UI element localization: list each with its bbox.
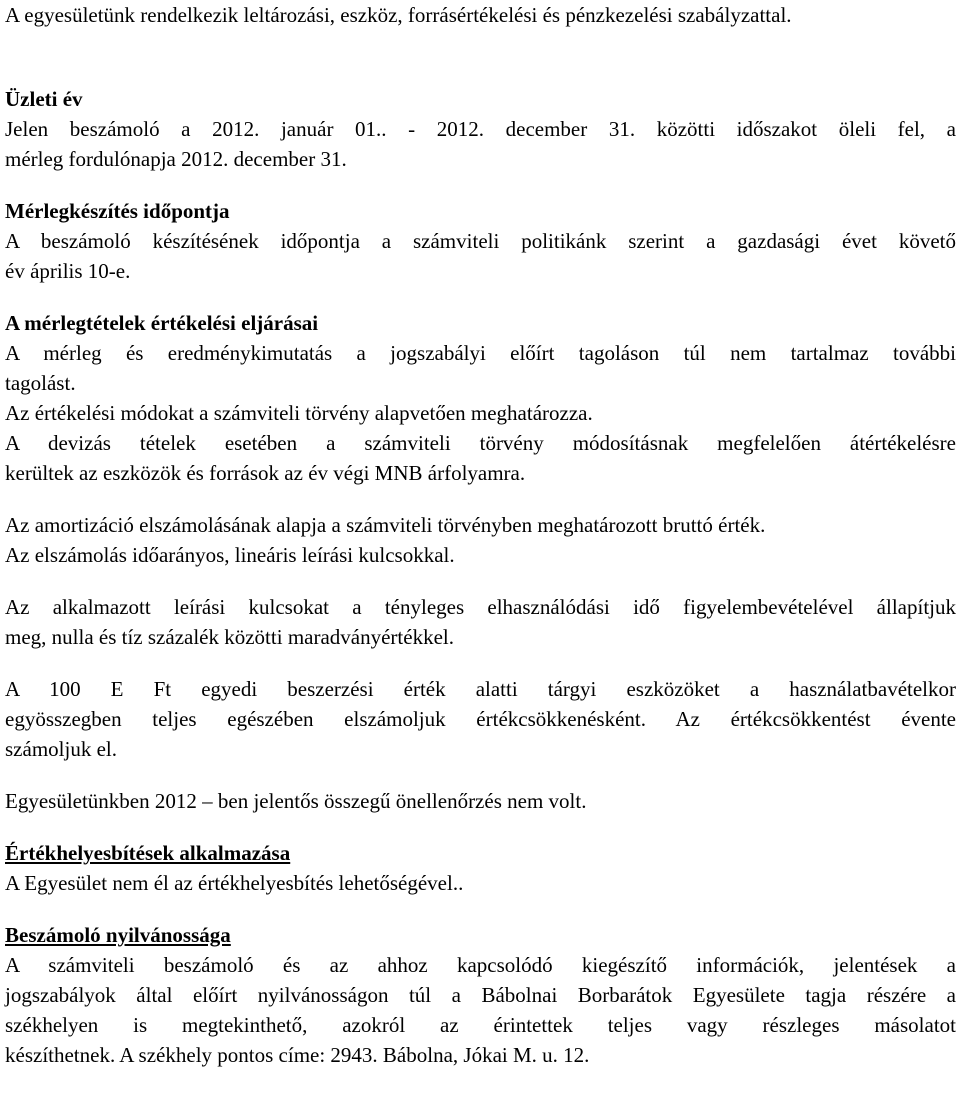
szaz-eft-line-3: számoljuk el. <box>5 737 117 761</box>
leirasi-line-1: Az alkalmazott leírási kulcsokat a tényleges elhasználódási idő figyelembevételével állapítjuk <box>5 595 956 619</box>
section-heading-ertekelesi-eljarasok: A mérlegtételek értékelési eljárásai <box>5 311 319 335</box>
section-onellenorzes <box>5 786 956 816</box>
section-heading-ertekhelyesbites: Értékhelyesbítések alkalmazása <box>5 841 291 865</box>
onellenorzes-line-1: Egyesületünkben 2012 – ben jelentős összegű önellenőrzés nem volt. <box>5 789 587 813</box>
ertekelesi-line-5: kerültek az eszközök és források az év végi MNB árfolyamra. <box>5 461 526 485</box>
section-ertekelesi-eljarasok <box>5 308 956 488</box>
section-heading-uzleti-ev: Üzleti év <box>5 87 83 111</box>
ertekhelyesbites-line-1: A Egyesület nem él az értékhelyesbítés lehetőségével.. <box>5 871 464 895</box>
merlegkeszites-line-1: A beszámoló készítésének időpontja a számviteli politikánk szerint a gazdasági évet követő <box>5 229 956 253</box>
amortizacio-line-2: Az elszámolás időarányos, lineáris leírási kulcsokkal. <box>5 543 455 567</box>
amortizacio-line-1: Az amortizáció elszámolásának alapja a számviteli törvényben meghatározott bruttó érték. <box>5 513 766 537</box>
intro-line: A egyesületünk rendelkezik leltározási, eszköz, forrásértékelési és pénzkezelési szabályzattal. <box>5 3 792 27</box>
section-heading-nyilvanossag: Beszámoló nyilvánossága <box>5 923 231 947</box>
section-uzleti-ev <box>5 84 956 174</box>
nyilvanossag-line-1: A számviteli beszámoló és az ahhoz kapcsolódó kiegészítő információk, jelentések a <box>5 953 956 977</box>
uzleti-ev-line-1: Jelen beszámoló a 2012. január 01.. - 2012. december 31. közötti időszakot öleli fel, a <box>5 117 956 141</box>
szaz-eft-line-2: egyösszegben teljes egészében elszámoljuk értékcsökkenésként. Az értékcsökkentést évente <box>5 707 956 731</box>
nyilvanossag-line-3: székhelyen is megtekinthető, azokról az érintettek teljes vagy részleges másolatot <box>5 1013 956 1037</box>
leirasi-line-2: meg, nulla és tíz százalék közötti maradványértékkel. <box>5 625 454 649</box>
section-nyilvanossag <box>5 920 956 1070</box>
section-leirasi-kulcsok <box>5 592 956 652</box>
section-merlegkeszites <box>5 196 956 286</box>
szaz-eft-line-1: A 100 E Ft egyedi beszerzési érték alatti tárgyi eszközöket a használatbavételkor <box>5 677 956 701</box>
section-100-eft <box>5 674 956 764</box>
ertekelesi-line-4: A devizás tételek esetében a számviteli törvény módosításnak megfelelően átértékelésre <box>5 431 956 455</box>
ertekelesi-line-2: tagolást. <box>5 371 76 395</box>
nyilvanossag-line-2: jogszabályok által előírt nyilvánosságon túl a Bábolnai Borbarátok Egyesülete tagja részére a <box>5 983 956 1007</box>
section-ertekhelyesbites <box>5 838 956 898</box>
merlegkeszites-line-2: év április 10-e. <box>5 259 131 283</box>
ertekelesi-line-1: A mérleg és eredménykimutatás a jogszabályi előírt tagoláson túl nem tartalmaz további <box>5 341 956 365</box>
nyilvanossag-line-4: készíthetnek. A székhely pontos címe: 2943. Bábolna, Jókai M. u. 12. <box>5 1043 590 1067</box>
ertekelesi-line-3: Az értékelési módokat a számviteli törvény alapvetően meghatározza. <box>5 401 593 425</box>
section-heading-merlegkeszites: Mérlegkészítés időpontja <box>5 199 230 223</box>
uzleti-ev-line-2: mérleg fordulónapja 2012. december 31. <box>5 147 347 171</box>
section-amortizacio <box>5 510 956 570</box>
